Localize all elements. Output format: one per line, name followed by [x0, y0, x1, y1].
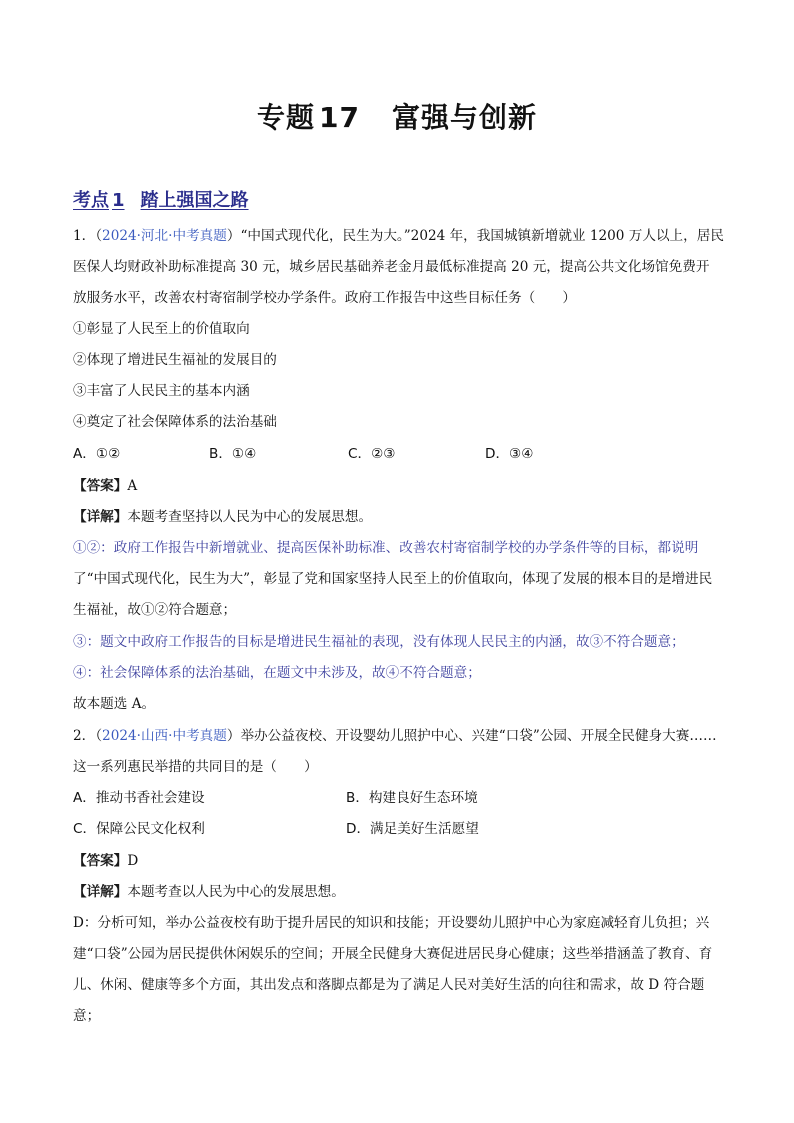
- q1-conclusion: 故本题选 A。: [73, 696, 156, 712]
- q1-explanation-1c: 生福祉，故①②符合题意；: [73, 602, 237, 618]
- q1-stem-line-3: 放服务水平，改善农村寄宿制学校办学条件。政府工作报告中这些目标任务（ ）: [73, 290, 576, 306]
- page-title: [0, 96, 794, 136]
- q1-item-1: ①彰显了人民至上的价值取向: [73, 321, 250, 337]
- q2-explanation-2: 建“口袋”公园为居民提供休闲娱乐的空间；开展全民健身大赛促进居民身心健康；这些举措涵盖了教育、育: [73, 946, 713, 962]
- q2-option-b: B．构建良好生态环境: [346, 790, 478, 806]
- q1-item-2: ②体现了增进民生福祉的发展目的: [73, 352, 277, 368]
- q1-option-a: A．①②: [73, 446, 121, 462]
- q2-detail-text: 本题考查以人民为中心的发展思想。: [127, 884, 345, 900]
- q2-detail-label: 【详解】: [73, 884, 128, 900]
- q1-option-c: C．②③: [348, 446, 396, 462]
- q1-explanation-2: ③：题文中政府工作报告的目标是增进民生福祉的表现，没有体现人民民主的内涵，故③不符合题意；: [73, 634, 685, 650]
- q2-explanation-1: D：分析可知，举办公益夜校有助于提升居民的知识和技能；开设婴幼儿照护中心为家庭减轻育儿负担；兴: [73, 915, 710, 931]
- q1-option-d: D．③④: [485, 446, 534, 462]
- q1-detail: [73, 507, 372, 527]
- q1-source: 2024·河北·中考真题: [102, 228, 227, 244]
- q2-option-d: D．满足美好生活愿望: [346, 821, 479, 837]
- q2-answer-value: D: [127, 853, 139, 869]
- q1-source-close: ）: [226, 228, 241, 244]
- q1-option-b: B．①④: [209, 446, 257, 462]
- q2-stem-line-2: 这一系列惠民举措的共同目的是（ ）: [73, 759, 318, 775]
- q2-source-close: ）: [226, 728, 241, 744]
- q1-answer-value: A: [127, 478, 138, 494]
- q1-number: 1．（: [73, 228, 103, 244]
- q2-detail: [73, 882, 345, 902]
- title-number: 17: [319, 101, 360, 134]
- section-title: 踏上强国之路: [140, 190, 249, 211]
- q1-item-3: ③丰富了人民民主的基本内涵: [73, 383, 250, 399]
- q1-explanation-1a: ①②：政府工作报告中新增就业、提高医保补助标准、改善农村寄宿制学校的办学条件等的目标，都说明: [73, 540, 699, 556]
- title-main: 专题: [257, 101, 316, 134]
- q1-item-4: ④奠定了社会保障体系的法治基础: [73, 414, 277, 430]
- q1-answer-label: 【答案】: [73, 478, 128, 494]
- q1-detail-text: 本题考查坚持以人民为中心的发展思想。: [127, 509, 373, 525]
- q1-stem-line-1: [73, 226, 724, 246]
- q1-explanation-3: ④：社会保障体系的法治基础，在题文中未涉及，故④不符合题意；: [73, 665, 481, 681]
- q2-number: 2．（: [73, 728, 103, 744]
- q2-option-c: C．保障公民文化权利: [73, 821, 205, 837]
- q1-stem-line-2: 医保人均财政补助标准提高 30 元，城乡居民基础养老金月最低标准提高 20 元，提高公共文化场馆免费开: [73, 259, 710, 275]
- q1-explanation-1b: 了“中国式现代化，民生为大”，彰显了党和国家坚持人民至上的价值取向，体现了发展的根本目的是增进民: [73, 571, 713, 587]
- q2-explanation-4: 意；: [73, 1008, 101, 1024]
- q1-answer: [73, 476, 137, 496]
- q2-source: 2024·山西·中考真题: [102, 728, 227, 744]
- q1-text-1: “中国式现代化，民生为大。”2024 年，我国城镇新增就业 1200 万人以上，居民: [240, 228, 724, 244]
- q1-detail-label: 【详解】: [73, 509, 128, 525]
- q2-answer: [73, 851, 138, 871]
- section-label: 考点: [73, 190, 109, 211]
- q2-option-a: A．推动书香社会建设: [73, 790, 205, 806]
- title-subject: 富强与创新: [391, 101, 537, 134]
- section-number: 1: [112, 190, 125, 211]
- q2-answer-label: 【答案】: [73, 853, 128, 869]
- q2-explanation-3: 儿、休闲、健康等多个方面，其出发点和落脚点都是为了满足人民对美好生活的向往和需求，故 D 符合题: [73, 977, 705, 993]
- q2-stem-line-1: [73, 726, 717, 746]
- section-heading: [73, 186, 249, 212]
- q2-text-1: 举办公益夜校、开设婴幼儿照护中心、兴建“口袋”公园、开展全民健身大赛……: [240, 728, 717, 744]
